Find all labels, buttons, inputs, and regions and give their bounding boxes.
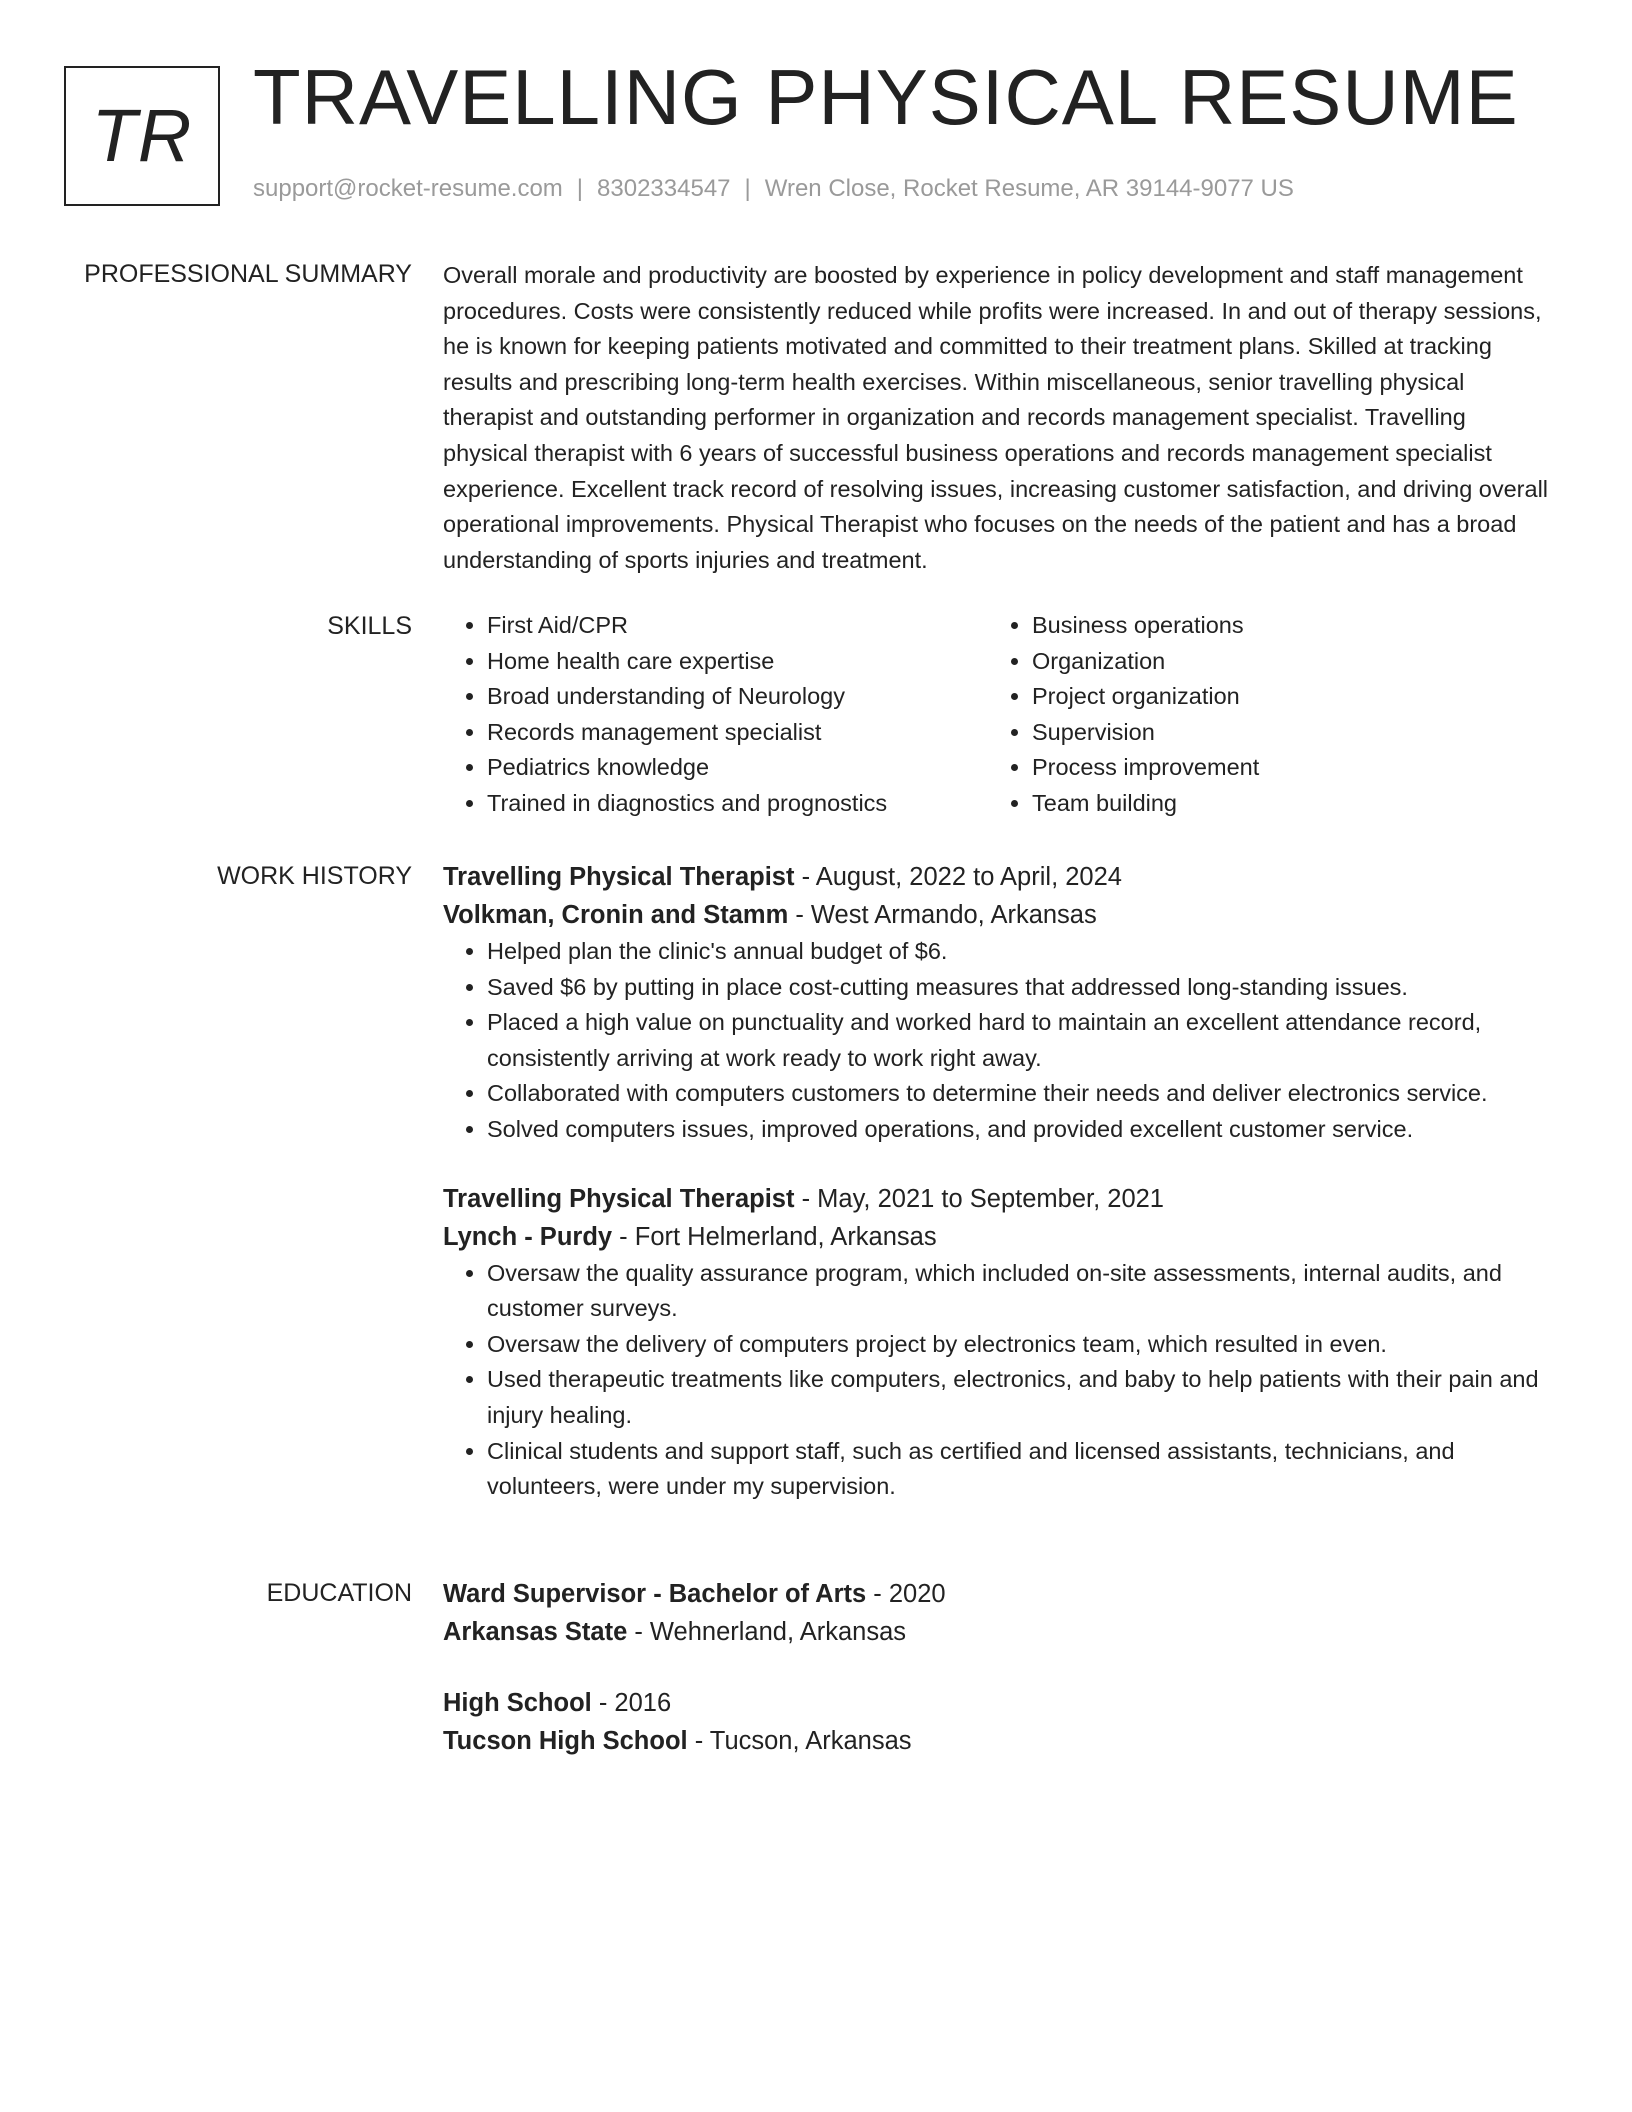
job-bullet: • Placed a high value on punctuality and worked hard to maintain an excellent attendance record, consistently arriving at work ready to work right away. (487, 1005, 1553, 1076)
skill-item: • Process improvement (1032, 750, 1533, 786)
education-school: Tucson High School (443, 1727, 688, 1755)
job-dates: - May, 2021 to September, 2021 (794, 1184, 1164, 1213)
contact-phone: 8302334547 (597, 175, 731, 202)
job-bullet: • Saved $6 by putting in place cost-cutting measures that addressed long-standing issues. (487, 970, 1553, 1006)
education-degree: High School (443, 1689, 592, 1717)
education-school-line (443, 1613, 1553, 1651)
education-degree-line (443, 1575, 1553, 1613)
job-entry (443, 1180, 1553, 1505)
skills-column-right (988, 608, 1533, 822)
job-dates: - August, 2022 to April, 2024 (794, 863, 1122, 891)
education-entry (443, 1575, 1553, 1651)
job-title-line (443, 1180, 1553, 1218)
job-title: Travelling Physical Therapist (443, 1184, 795, 1213)
job-company-line (443, 896, 1553, 934)
section-label-summary: PROFESSIONAL SUMMARY (84, 260, 412, 288)
job-entry (443, 858, 1553, 1148)
skill-item: • Team building (1032, 786, 1533, 822)
education-location: - Tucson, Arkansas (687, 1727, 912, 1755)
skill-item: • Business operations (1032, 608, 1533, 644)
contact-email: support@rocket-resume.com (253, 175, 563, 202)
summary-text: Overall morale and productivity are boosted by experience in policy development and staff management procedures. Costs were consistently reduced while profits were increased. In and out of therapy sessions, he is known for keeping patients motivated and committed to their treatment plans. Skilled at tracking results and prescribing long-term health exercises. Within miscellaneous, senior travelling physical therapist and outstanding performer in organization and records management specialist. Travelling physical therapist with 6 years of successful business operations and records management specialist experience. Excellent track record of resolving issues, increasing customer satisfaction, and driving overall operational improvements. Physical Therapist who focuses on the needs of the patient and has a broad understanding of sports injuries and treatment. (443, 262, 1549, 573)
skill-item: • Trained in diagnostics and prognostics (487, 786, 988, 822)
skill-item: • Pediatrics knowledge (487, 750, 988, 786)
skill-item: • Broad understanding of Neurology (487, 679, 988, 715)
education-year: - 2016 (591, 1689, 672, 1717)
job-title: Travelling Physical Therapist (443, 863, 795, 891)
education-year: - 2020 (866, 1580, 946, 1608)
job-bullet: • Solved computers issues, improved operations, and provided excellent customer service. (487, 1112, 1553, 1148)
education-location: - Wehnerland, Arkansas (627, 1618, 907, 1646)
job-bullet: • Collaborated with computers customers to determine their needs and deliver electronics service. (487, 1076, 1553, 1112)
contact-separator: | (744, 175, 751, 202)
job-bullet: • Oversaw the delivery of computers project by electronics team, which resulted in even. (487, 1327, 1553, 1363)
skills-grid (443, 608, 1553, 822)
education-degree-line (443, 1684, 1553, 1722)
resume-title: TRAVELLING PHYSICAL RESUME (253, 53, 1519, 141)
skill-item: • Supervision (1032, 715, 1533, 751)
section-label-skills: SKILLS (327, 612, 412, 640)
job-bullet: • Used therapeutic treatments like computers, electronics, and baby to help patients with their pain and injury healing. (487, 1362, 1553, 1433)
monogram-box (64, 66, 220, 206)
job-company: Volkman, Cronin and Stamm (443, 901, 789, 929)
summary-body (443, 258, 1553, 578)
section-label-work: WORK HISTORY (217, 862, 412, 890)
section-label-education: EDUCATION (266, 1579, 412, 1607)
education-school-line (443, 1722, 1553, 1760)
job-company: Lynch - Purdy (443, 1222, 613, 1251)
education-school: Arkansas State (443, 1618, 628, 1646)
skills-column-left (443, 608, 988, 822)
contact-separator: | (576, 175, 584, 202)
job-bullet: • Clinical students and support staff, such as certified and licensed assistants, technicians, and volunteers, were under my supervision. (487, 1434, 1553, 1505)
work-body (443, 858, 1553, 1505)
contact-line (253, 175, 1294, 203)
skills-body (443, 608, 1553, 822)
job-bullet-list (443, 934, 1553, 1148)
monogram-initials: TR (91, 94, 193, 177)
education-degree: Ward Supervisor - Bachelor of Arts (443, 1580, 867, 1608)
job-location: - West Armando, Arkansas (788, 901, 1097, 929)
job-title-line (443, 858, 1553, 896)
job-bullet: • Oversaw the quality assurance program, which included on-site assessments, internal audits, and customer surveys. (487, 1256, 1553, 1327)
skill-item: • Home health care expertise (487, 644, 988, 680)
skill-item: • Project organization (1032, 679, 1533, 715)
education-body (443, 1575, 1553, 1760)
job-bullet: • Helped plan the clinic's annual budget of $6. (487, 934, 1553, 970)
job-bullet-list (443, 1256, 1553, 1505)
skill-item: • Organization (1032, 644, 1533, 680)
education-entry (443, 1684, 1553, 1760)
contact-address: Wren Close, Rocket Resume, AR 39144-9077 US (764, 175, 1294, 202)
job-company-line (443, 1218, 1553, 1256)
skill-item: • First Aid/CPR (487, 608, 988, 644)
job-location: - Fort Helmerland, Arkansas (612, 1222, 937, 1251)
skill-item: • Records management specialist (487, 715, 988, 751)
